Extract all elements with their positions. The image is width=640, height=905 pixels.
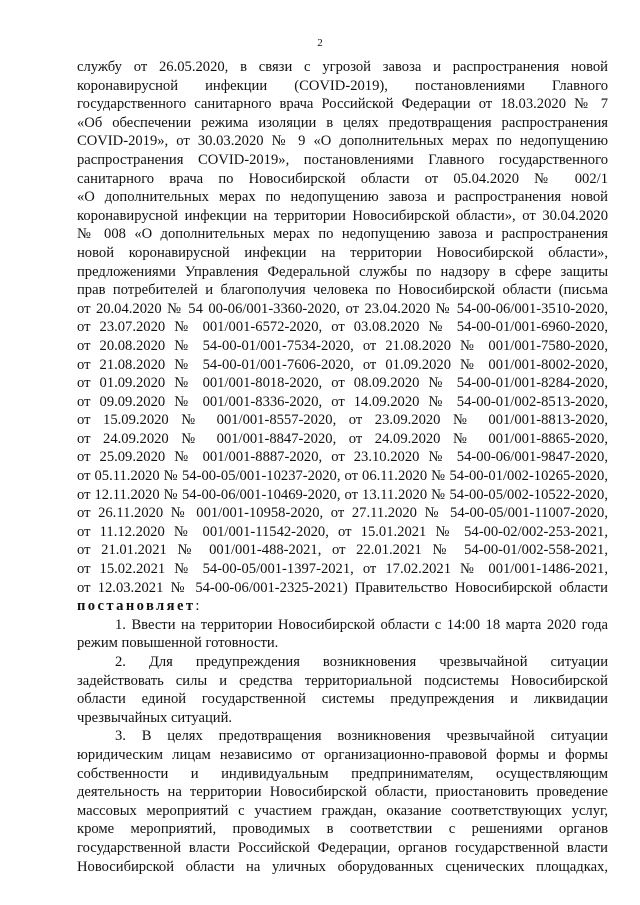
page-number: 2 [317,37,323,49]
item-3-line: юридическим лицам независимо от организационно-правовой формы и формы [77,746,608,763]
item-3-line: Новосибирской области на уличных оборудованных сценических площадках, [77,858,608,875]
text-line: предложениями Управления Федеральной службы по надзору в сфере защиты [77,263,608,280]
text-line: от 20.04.2020 № 54 00-06/001-3360-2020, от 23.04.2020 № 54-00-06/001-3510-2020, [77,300,608,317]
text-line: от 11.12.2020 № 001/001-11542-2020, от 15.01.2021 № 54-00-02/002-253-2021, [77,523,608,540]
text-line: прав потребителей и благополучия человека по Новосибирской области (письма [77,282,608,299]
item-3-line: собственности и индивидуальным предпринимателям, осуществляющим [77,765,608,782]
text-line: от 25.09.2020 № 001/001-8887-2020, от 23.10.2020 № 54-00-06/001-9847-2020, [77,449,608,466]
text-line: коронавирусной инфекции на территории Новосибирской области», от 30.04.2020 [77,207,608,224]
item-2-line: 2. Для предупреждения возникновения чрезвычайной ситуации [115,654,608,670]
text-line: от 21.01.2021 № 001/001-488-2021, от 22.01.2021 № 54-00-01/002-558-2021, [77,542,608,559]
decree-line [77,597,608,616]
text-line: санитарного врача по Новосибирской области от 05.04.2020 № 002/1 [77,170,608,187]
text-line: от 09.09.2020 № 001/001-8336-2020, от 14.09.2020 № 54-00-01/002-8513-2020, [77,393,608,410]
text-line: от 23.07.2020 № 001/001-6572-2020, от 03.08.2020 № 54-00-01/001-6960-2020, [77,319,608,336]
item-2-line: задействовать силы и средства территориальной подсистемы Новосибирской [77,672,608,689]
item-2-line: чрезвычайных ситуаций. [77,709,233,726]
text-line: службу от 26.05.2020, в связи с угрозой завоза и распространения новой [77,59,608,75]
item-3-line: кроме мероприятий, проводимых в соответствии с решениями органов [77,821,608,838]
text-line: COVID-2019», от 30.03.2020 № 9 «О дополнительных мерах по недопущению [77,133,608,150]
document-body [77,58,608,876]
decree-colon: : [195,598,200,615]
text-line: от 05.11.2020 № 54-00-05/001-10237-2020, от 06.11.2020 № 54-00-01/002-10265-2020, [77,468,608,485]
item-2-line: области единой государственной системы предупреждения и ликвидации [77,691,608,708]
text-line: от 26.11.2020 № 001/001-10958-2020, от 27.11.2020 № 54-00-05/001-11007-2020, [77,505,608,522]
text-line: от 20.08.2020 № 54-00-01/001-7534-2020, от 21.08.2020 № 001/001-7580-2020, [77,337,608,354]
item-3-line: деятельность на территории Новосибирской области, приостановить проведение [77,784,608,801]
text-line: государственного санитарного врача Российской Федерации от 18.03.2020 № 7 [77,96,608,113]
text-line: новой коронавирусной инфекции на территории Новосибирской области», [77,244,608,261]
text-line: от 01.09.2020 № 001/001-8018-2020, от 08.09.2020 № 54-00-01/001-8284-2020, [77,375,608,392]
decree-word: постановляет [77,598,196,615]
text-line: от 15.02.2021 № 54-00-05/001-1397-2021, от 17.02.2021 № 001/001-1486-2021, [77,561,608,578]
text-line: от 24.09.2020 № 001/001-8847-2020, от 24.09.2020 № 001/001-8865-2020, [77,430,608,447]
text-line: распространения COVID-2019», постановлениями Главного государственного [77,151,608,168]
item-3-line: государственной власти Российской Федерации, органов государственной власти [77,839,608,856]
text-line: «Об обеспечении режима изоляции в целях предотвращения распространения [77,114,608,131]
text-line: «О дополнительных мерах по недопущению завоза и распространения новой [77,189,608,206]
text-line: № 008 «О дополнительных мерах по недопущению завоза и распространения [77,226,608,243]
item-1-line: режим повышенной готовности. [77,635,279,652]
text-line: от 21.08.2020 № 54-00-01/001-7606-2020, от 01.09.2020 № 001/001-8002-2020, [77,356,608,373]
text-line: от 12.03.2021 № 54-00-06/001-2325-2021) Правительство Новосибирской области [77,579,608,596]
item-3-line: массовых мероприятий с участием граждан, оказание соответствующих услуг, [77,802,608,819]
text-line: от 12.11.2020 № 54-00-06/001-10469-2020, от 13.11.2020 № 54-00-05/002-10522-2020, [77,486,608,503]
text-line: коронавирусной инфекции (COVID-2019), постановлениями Главного [77,77,608,94]
item-3-line: 3. В целях предотвращения возникновения чрезвычайной ситуации [115,728,608,745]
text-line: от 15.09.2020 № 001/001-8557-2020, от 23.09.2020 № 001/001-8813-2020, [77,412,608,429]
item-1-line: 1. Ввести на территории Новосибирской области с 14:00 18 марта 2020 года [115,616,608,633]
